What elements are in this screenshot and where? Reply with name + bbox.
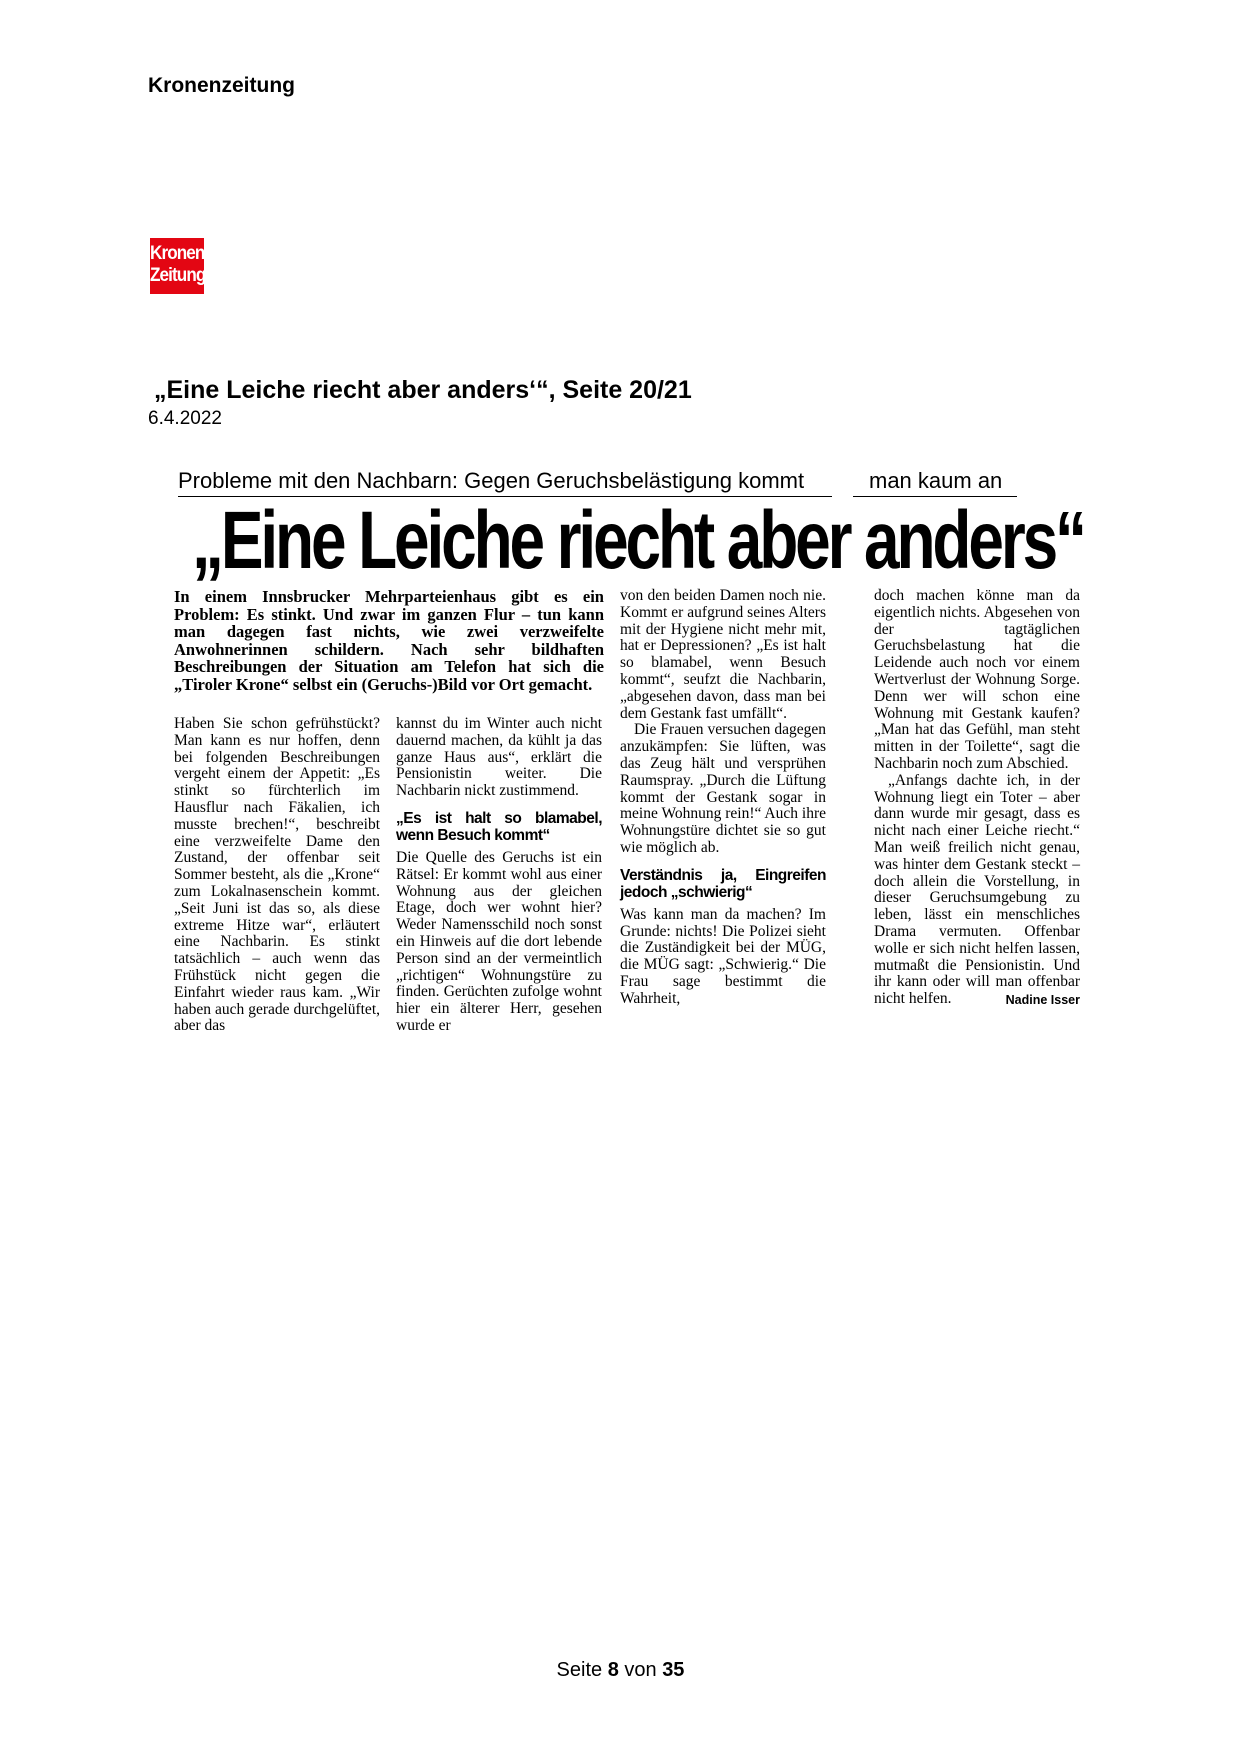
paragraph: Haben Sie schon gefrühstückt? Man kann es nur hoffen, denn bei folgenden Beschreibungen vergeht einem der Appetit: „Es stinkt so fürchterlich im Hausflur nach Fäkalien, ich musste brechen!“, beschreibt eine verzweifelte Dame den Zustand, der offenbar seit Sommer besteht, als die „Krone“ zum Lokalnasenschein kommt. „Seit Juni ist das so, als diese extreme Hitze war“, erläutert eine Nachbarin. Es stinkt tatsächlich – auch wenn das Frühstück nicht gegen die Einfahrt wieder raus kam. „Wir haben auch gerade durchgelüftet, aber das	[174, 715, 380, 1035]
logo-line-1: Kronen	[150, 243, 205, 264]
headline: „Eine Leiche riecht aber anders“	[192, 495, 1084, 586]
kicker-left: Probleme mit den Nachbarn: Gegen Geruchsbelästigung kommt	[178, 468, 832, 497]
paragraph: kannst du im Winter auch nicht dauernd machen, da kühlt ja das ganze Haus aus“, erklärt die Pensionistin weiter. Die Nachbarin nickt zustimmend.	[396, 715, 602, 800]
paragraph	[874, 773, 1080, 1008]
page-number	[0, 1659, 1241, 1682]
paragraph: Was kann man da machen? Im Grunde: nichts! Die Polizei sieht die Zuständigkeit bei der MÜG, die MÜG sagt: „Schwierig.“ Die Frau sage bestimmt die Wahrheit,	[620, 905, 826, 1007]
total-pages: 35	[662, 1659, 685, 1681]
paragraph: doch machen könne man da eigentlich nichts. Abgesehen von der tagtäglichen Geruchsbelastung hat die Leidende auch noch vor einem Wertverlust der Wohnung Sorge. Denn wer will schon eine Wohnung mit Gestank kaufen? „Man hat das Gefühl, man steht mitten in der Toilette“, sagt die Nachbarin noch zum Abschied.	[874, 587, 1080, 772]
page-prefix: Seite	[556, 1659, 608, 1681]
kronen-zeitung-logo	[150, 238, 204, 294]
newspaper-clipping	[170, 462, 1084, 1072]
logo-line-2: Zeitung	[150, 265, 206, 286]
kicker-right: man kaum an	[853, 468, 1017, 497]
document-title: „Eine Leiche riecht aber anders‘“, Seite 20/21	[154, 376, 692, 404]
author-byline: Nadine Isser	[1005, 993, 1080, 1008]
document-date: 6.4.2022	[148, 408, 222, 429]
column-2	[396, 716, 602, 1035]
column-4	[874, 588, 1080, 1009]
lead-paragraph: In einem Innsbrucker Mehrparteienhaus gibt es ein Problem: Es stinkt. Und zwar im ganzen Flur – tun kann man dagegen fast nichts, wie zwei verzweifelte Anwohnerinnen schildern. Nach sehr bildhaften Beschreibungen der Situation am Telefon hat sich die „Tiroler Krone“ selbst ein (Geruchs-)Bild vor Ort gemacht.	[174, 587, 604, 694]
subheading: Verständnis ja, Eingreifen jedoch „schwierig“	[620, 866, 826, 901]
paragraph-text: „Anfangs dachte ich, in der Wohnung liegt ein Toter – aber dann wurde mir gesagt, dass es nicht nach einer Leiche riecht.“ Man weiß freilich nicht genau, was hinter dem Gestank steckt – doch allein die Vorstellung, in dieser Geruchsumgebung zu leben, lässt ein menschliches Drama vermuten. Offenbar wolle er sich nicht helfen lassen, mutmaßt die Pensionistin. Und ihr kann oder will man offenbar nicht helfen.	[874, 771, 1080, 1008]
column-3	[620, 588, 826, 1008]
paragraph: Die Quelle des Geruchs ist ein Rätsel: Er kommt wohl aus einer Wohnung aus der gleichen Etage, doch wer wohnt hier? Weder Namensschild noch sonst ein Hinweis auf die dort lebende Person sind an der vermeintlich „richtigen“ Wohnungstüre zu finden. Gerüchten zufolge wohnt hier ein älterer Herr, gesehen wurde er	[396, 848, 602, 1034]
source-name: Kronenzeitung	[148, 74, 295, 97]
subheading: „Es ist halt so blamabel, wenn Besuch kommt“	[396, 809, 602, 844]
kicker	[178, 468, 1010, 496]
paragraph: von den beiden Damen noch nie. Kommt er aufgrund seines Alters mit der Hygiene nicht mehr mit, hat er Depressionen? „Es ist halt so blamabel, wenn Besuch kommt“, seufzt die Nachbarin, „abgesehen davon, dass man bei dem Gestank fast umfällt“.	[620, 587, 826, 722]
page-middle: von	[618, 1659, 663, 1681]
current-page: 8	[607, 1659, 619, 1681]
column-1	[174, 716, 380, 1035]
paragraph: Die Frauen versuchen dagegen anzukämpfen: Sie lüften, was das Zeug hält und versprühen Raumspray. „Durch die Lüftung kommt der Gestank sogar in meine Wohnung rein!“ Auch ihre Wohnungstüre dichtet sie so gut wie möglich ab.	[620, 721, 826, 856]
